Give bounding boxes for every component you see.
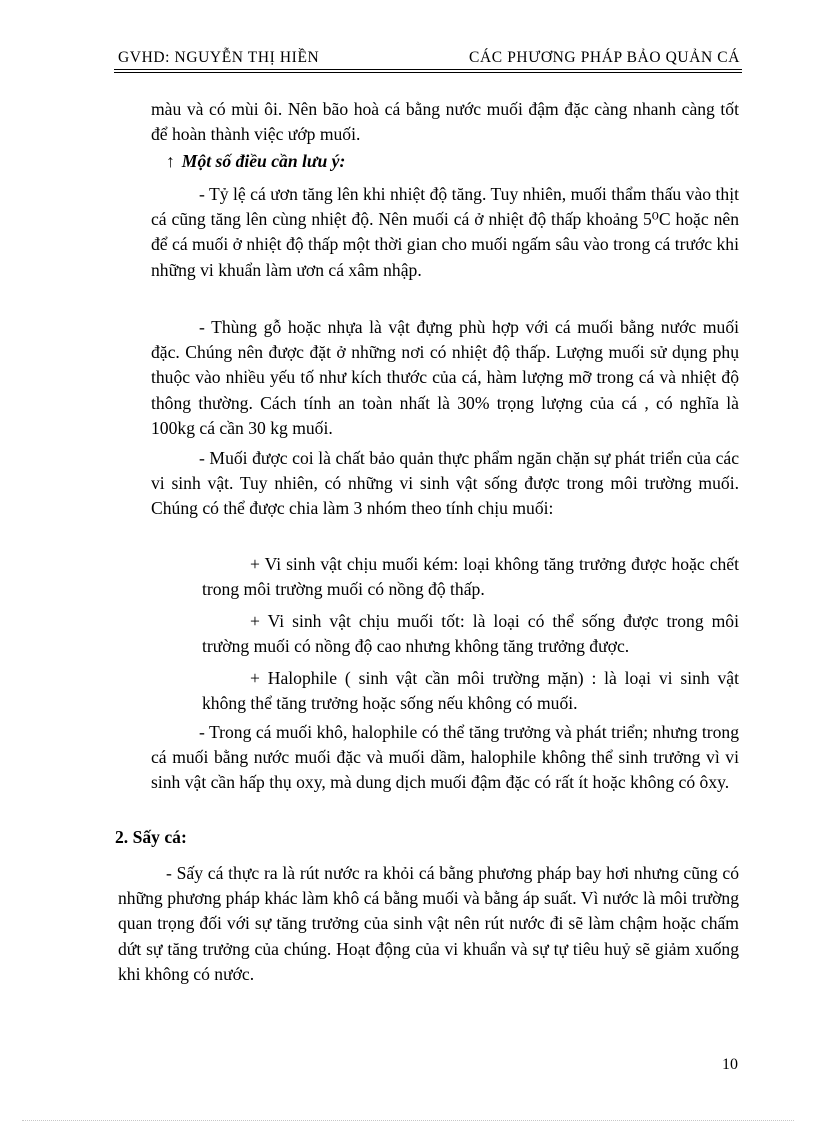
list-item-low-tolerance: + Vi sinh vật chịu muối kém: loại không tăng trưởng được hoặc chết trong môi trường muối có nồng độ thấp. [202, 554, 739, 600]
header-advisor: GVHD: NGUYỄN THỊ HIỀN [118, 49, 320, 66]
note-heading [166, 151, 345, 172]
paragraph-dry-salting: - Trong cá muối khô, halophile có thể tăng trưởng và phát triển; nhưng trong cá muối bằng nước muối đặc và muối dầm, halophile không thể sinh trưởng vì vi sinh vật cần hấp thụ oxy, mà dung dịch muối đậm đặc có rất ít hoặc không có ôxy. [151, 722, 739, 793]
list-item-high-tolerance: + Vi sinh vật chịu muối tốt: là loại có thể sống được trong môi trường muối có nồng độ cao nhưng không tăng trưởng được. [202, 611, 739, 657]
paragraph-spoilage: - Tỷ lệ cá ươn tăng lên khi nhiệt độ tăng. Tuy nhiên, muối thẩm thấu vào thịt cá cũng tăng lên cùng nhiệt độ. Nên muối cá ở nhiệt độ thấp khoảng 5⁰C hoặc nên để cá muối ở nhiệt độ thấp một thời gian cho muối ngấm sâu vào trong cá trước khi những vi khuẩn làm ươn cá xâm nhập. [151, 184, 739, 280]
paragraph-microbes: - Muối được coi là chất bảo quản thực phẩm ngăn chặn sự phát triển của các vi sinh vật. Tuy nhiên, có những vi sinh vật sống được trong môi trường muối. Chúng có thể được chia làm 3 nhóm theo tính chịu muối: [151, 448, 739, 519]
header-title: CÁC PHƯƠNG PHÁP BẢO QUẢN CÁ [469, 49, 740, 66]
page-header [118, 49, 740, 71]
section-heading-drying: 2. Sấy cá: [115, 827, 187, 847]
list-item-halophile: + Halophile ( sinh vật cần môi trường mặn) : là loại vi sinh vật không thể tăng trưởng hoặc sống nếu không có muối. [202, 668, 739, 714]
up-arrow-icon: ↑ [166, 151, 175, 171]
paragraph-drying: - Sấy cá thực ra là rút nước ra khỏi cá bằng phương pháp bay hơi nhưng cũng có những phương pháp khác làm khô cá bằng muối và bằng áp suất. Vì nước là môi trường quan trọng đối với sự tăng trưởng của sinh vật nên rút nước đi sẽ làm chậm hoặc chấm dứt sự tăng trưởng của chúng. Hoạt động của vi khuẩn và sự tự tiêu huỷ sẽ giảm xuống khi không có nước. [118, 863, 739, 984]
page-bottom-dotted-line [22, 1120, 794, 1121]
header-rule [114, 69, 742, 70]
paragraph-intro: màu và có mùi ôi. Nên bão hoà cá bằng nước muối đậm đặc càng nhanh càng tốt để hoàn thành việc ướp muối. [151, 99, 739, 145]
paragraph-containers: - Thùng gỗ hoặc nhựa là vật đựng phù hợp với cá muối bằng nước muối đặc. Chúng nên được đặt ở những nơi có nhiệt độ thấp. Lượng muối sử dụng phụ thuộc vào nhiều yếu tố như kích thước của cá, hàm lượng mỡ trong cá và nhiệt độ thông thường. Cách tính an toàn nhất là 30% trọng lượng của cá , có nghĩa là 100kg cá cần 30 kg muối. [151, 317, 739, 438]
header-rule-thin [114, 72, 742, 73]
note-heading-text: Một số điều cần lưu ý: [181, 151, 346, 171]
page-number: 10 [722, 1056, 738, 1073]
